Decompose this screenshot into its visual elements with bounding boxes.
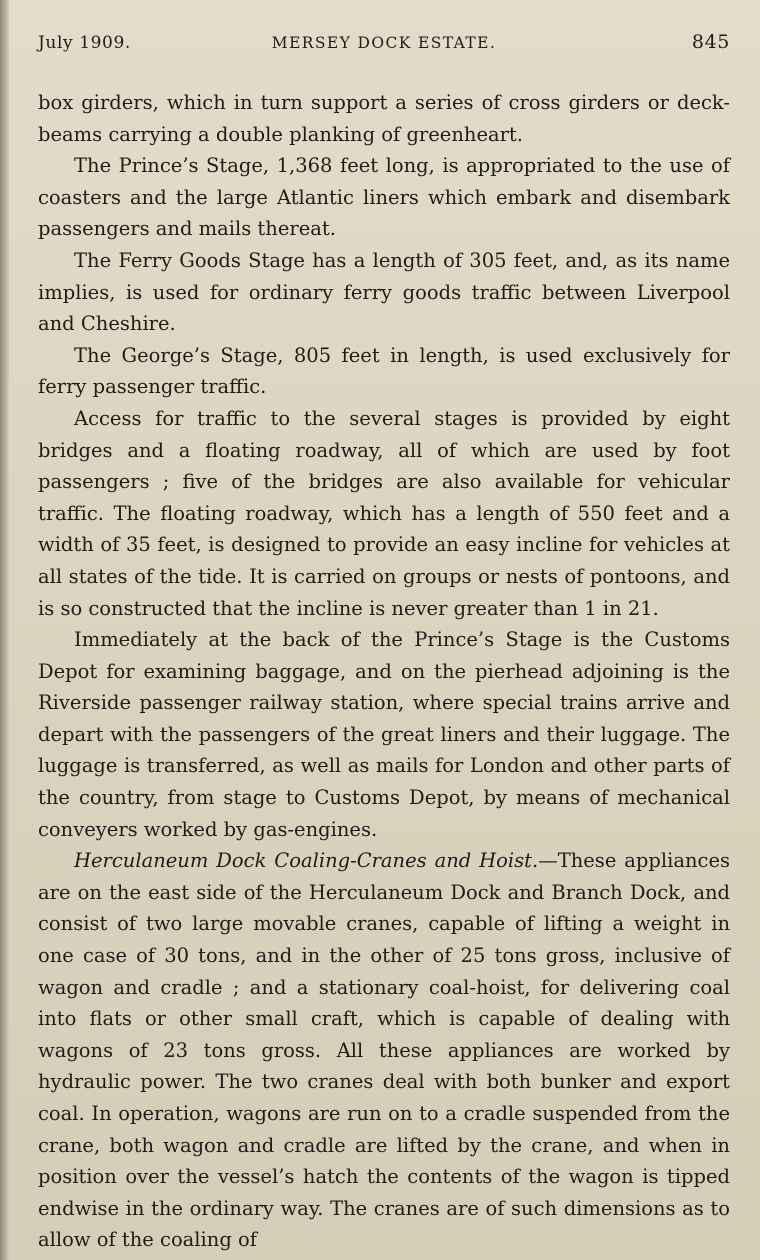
- paragraph: Access for traffic to the several stages is provided by eight bridges and a floating roadway, all of which are used by foot passengers ; five of the bridges are also available for vehicular traffic. The floating roadway, which has a length of 550 feet and a width of 35 feet, is designed to provide an easy incline for vehicles at all states of the tide. It is carried on groups or nests of pontoons, and is so constructed that the incline is never greater than 1 in 21.: [38, 406, 730, 620]
- paragraph: Immediately at the back of the Prince’s Stage is the Customs Depot for examining baggage, and on the pierhead adjoining is the Riverside passenger railway station, where special trains arrive and depart with the passengers of the great liners and their luggage. The luggage is transferred, as well as mails for London and other parts of the country, from stage to Customs Depot, by means of mechanical conveyers worked by gas-engines.: [38, 628, 730, 841]
- header-title: MERSEY DOCK ESTATE.: [271, 34, 497, 52]
- page-number: 845: [691, 31, 730, 53]
- section-heading: Herculaneum Dock Coaling-Cranes and Hoist.: [74, 849, 539, 873]
- paragraph: The Prince’s Stage, 1,368 feet long, is appropriated to the use of coasters and the large Atlantic liners which embark and disembark passengers and mails thereat.: [38, 154, 730, 241]
- paragraph: box girders, which in turn support a series of cross girders or deck-beams carrying a double planking of greenheart.: [38, 91, 730, 146]
- running-header: [38, 22, 730, 62]
- paragraph: The Ferry Goods Stage has a length of 305 feet, and, as its name implies, is used for ordinary ferry goods traffic between Liverpool and Cheshire.: [38, 248, 730, 336]
- header-date: July 1909.: [38, 33, 131, 53]
- book-spine-shadow: [0, 0, 9, 1260]
- paragraph: [38, 845, 730, 1256]
- section-body: —These appliances are on the east side of the Herculaneum Dock and Branch Dock, and consist of two large movable cranes, capable of lifting a weight in one case of 30 tons, and in the other of 25 tons gross, inclusive of wagon and cradle ; and a stationary coal-hoist, for delivering coal into flats or other small craft, which is capable of dealing with wagons of 23 tons gross. All these appliances are worked by hydraulic power. The two cranes deal with both bunker and export coal. In operation, wagons are run on to a cradle suspended from the crane, both wagon and cradle are lifted by the crane, and when in position over the vessel’s hatch the contents of the wagon is tipped endwise in the ordinary way. The cranes are of such dimensions as to allow of the coaling of: [38, 849, 730, 1252]
- body-text: [38, 87, 730, 1256]
- paragraph: The George’s Stage, 805 feet in length, is used exclusively for ferry passenger traffic.: [38, 343, 730, 399]
